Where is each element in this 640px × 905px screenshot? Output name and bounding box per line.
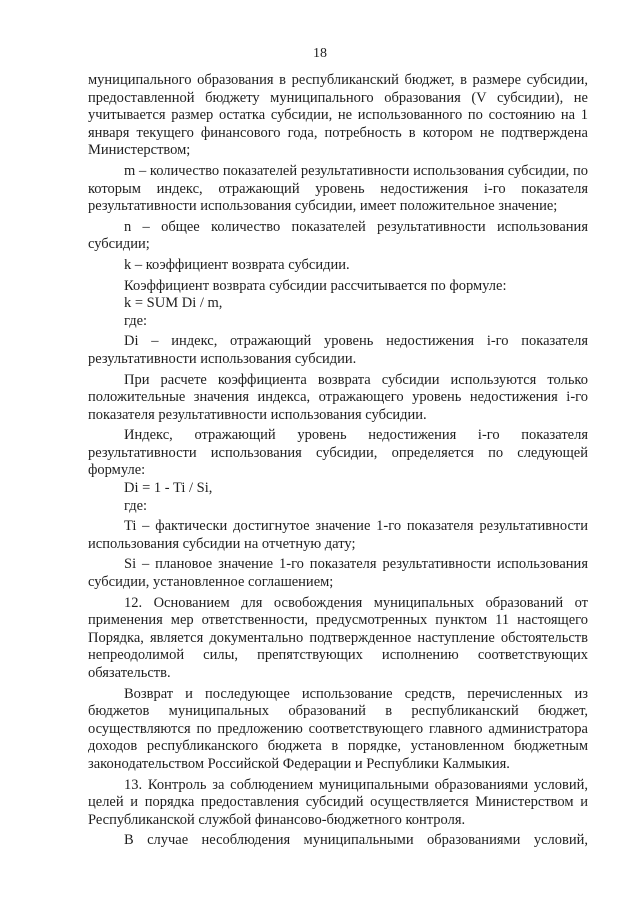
paragraph-ti-definition: Ti – фактически достигнутое значение 1-го показателя результативности использования субсидии на отчетную дату; [88, 518, 588, 552]
page-number: 18 [313, 46, 327, 61]
paragraph-n-definition: n – общее количество показателей результативности использования субсидии; [88, 218, 588, 253]
paragraph-continuation: муниципального образования в республиканский бюджет, в размере субсидии, предоставленной бюджету муниципального образования (V субсидии), не учитывается размер остатка субсидии, не использованного по состоянию на 1 января текущего финансового года, потребность в котором не подтверждена Министерством; [88, 72, 588, 159]
paragraph-refund-usage: Возврат и последующее использование средств, перечисленных из бюджетов муниципальных образований в республиканский бюджет, осуществляются по предложению соответствующего главного администратора доходов республиканского бюджета в порядке, установленном бюджетным законодательством Российской Федерации и Республики Калмыкия. [88, 685, 588, 772]
paragraph-noncompliance: В случае несоблюдения муниципальными образованиями условий, [124, 832, 588, 849]
paragraph-positive-values: При расчете коэффициента возврата субсидии используются только положительные значения индекса, отражающего уровень недостижения i-го показателя результативности использования субсидии. [88, 371, 588, 423]
document-body [88, 72, 588, 850]
where-label: где: [124, 497, 148, 514]
paragraph-di-formula-intro: Индекс, отражающий уровень недостижения i-го показателя результативности использования субсидии, определяется по следующей формуле: [88, 427, 588, 479]
formula-di: Di = 1 - Ti / Si, [124, 480, 213, 497]
paragraph-m-definition: m – количество показателей результативности использования субсидии, по которым индекс, отражающий уровень недостижения i-го показателя результативности использования субсидии, имеет положительное значение; [88, 162, 588, 215]
paragraph-di-definition: Di – индекс, отражающий уровень недостижения i-го показателя результативности использования субсидии. [88, 333, 588, 367]
paragraph-si-definition: Si – плановое значение 1-го показателя результативности использования субсидии, установленное соглашением; [88, 556, 588, 591]
paragraph-item-13: 13. Контроль за соблюдением муниципальными образованиями условий, целей и порядка предоставления субсидий осуществляется Министерством и Республиканской службой финансово-бюджетного контроля. [88, 776, 588, 828]
paragraph-item-12: 12. Основанием для освобождения муниципальных образований от применения мер ответственности, предусмотренных пунктом 11 настоящего Порядка, является документально подтвержденное наступление обстоятельств непреодолимой силы, препятствующих исполнению соответствующих обязательств. [88, 594, 588, 681]
paragraph-k-formula-intro: Коэффициент возврата субсидии рассчитывается по формуле: [124, 277, 507, 294]
where-label: где: [124, 312, 148, 329]
formula-k: k = SUM Di / m, [124, 295, 223, 312]
paragraph-k-definition: k – коэффициент возврата субсидии. [124, 256, 350, 273]
